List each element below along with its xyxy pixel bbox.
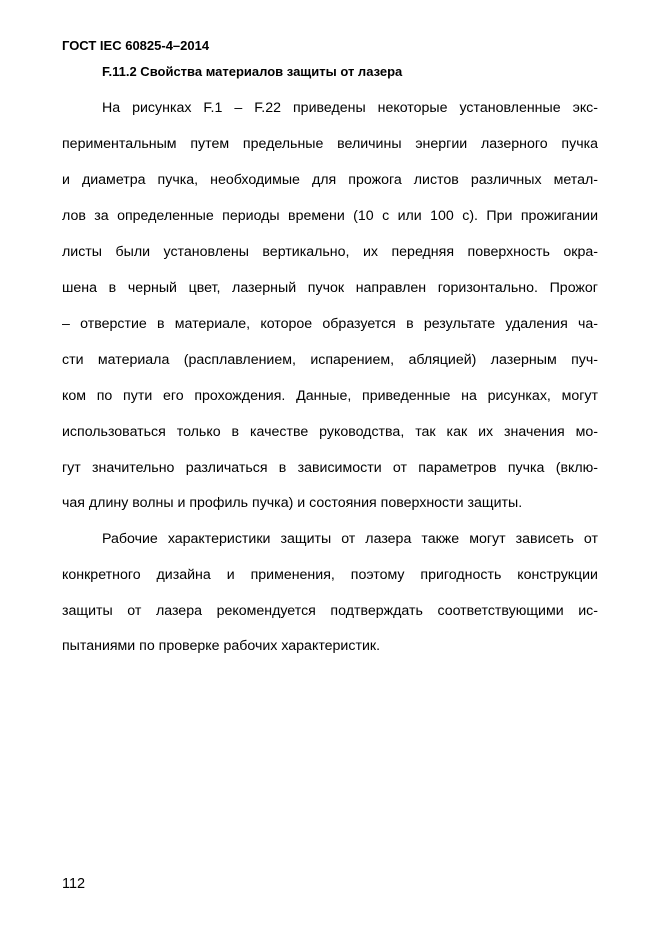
document-header: ГОСТ IEC 60825-4–2014 bbox=[62, 38, 210, 53]
text-line: – отверстие в материале, которое образуется в результате удаления ча- bbox=[62, 316, 598, 332]
text-line: пытаниями по проверке рабочих характеристик. bbox=[62, 638, 381, 654]
section-title: F.11.2 Свойства материалов защиты от лазера bbox=[102, 64, 403, 79]
text-line: листы были установлены вертикально, их передняя поверхность окра- bbox=[62, 244, 598, 260]
text-line: конкретного дизайна и применения, поэтому пригодность конструкции bbox=[62, 567, 598, 583]
text-line: Рабочие характеристики защиты от лазера также могут зависеть от bbox=[102, 531, 598, 547]
text-line: и диаметра пучка, необходимые для прожога листов различных метал- bbox=[62, 172, 598, 188]
text-line: чая длину волны и профиль пучка) и состояния поверхности защиты. bbox=[62, 495, 523, 511]
text-line: лов за определенные периоды времени (10 с или 100 с). При прожигании bbox=[62, 208, 598, 224]
text-line: ком по пути его прохождения. Данные, приведенные на рисунках, могут bbox=[62, 388, 598, 404]
text-line: защиты от лазера рекомендуется подтверждать соответствующими ис- bbox=[62, 603, 598, 619]
text-line: На рисунках F.1 – F.22 приведены некоторые установленные экс- bbox=[102, 100, 598, 116]
text-line: сти материала (расплавлением, испарением, абляцией) лазерным пуч- bbox=[62, 352, 598, 368]
text-line: периментальным путем предельные величины энергии лазерного пучка bbox=[62, 136, 598, 152]
text-line: шена в черный цвет, лазерный пучок направлен горизонтально. Прожог bbox=[62, 280, 598, 296]
page-number: 112 bbox=[62, 876, 86, 892]
text-line: гут значительно различаться в зависимости от параметров пучка (вклю- bbox=[62, 460, 598, 476]
text-line: использоваться только в качестве руководства, так как их значения мо- bbox=[62, 424, 598, 440]
